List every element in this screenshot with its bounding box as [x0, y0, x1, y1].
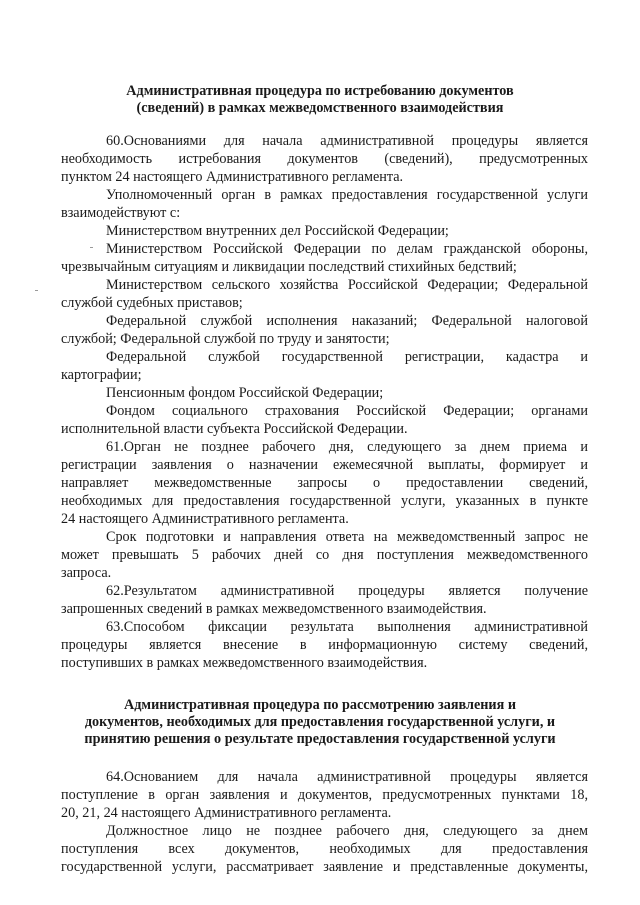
paragraph-line: регистрации заявления о назначении ежемесячной выплаты, формирует и [61, 457, 588, 473]
paragraph-line: Министерством сельского хозяйства Российской Федерации; Федеральной [106, 277, 588, 293]
section-heading-line: (сведений) в рамках межведомственного взаимодействия [136, 100, 504, 116]
paragraph-line: службой; Федеральной службой по труду и занятости; [61, 331, 390, 347]
paragraph-line: Уполномоченный орган в рамках предоставления государственной услуги [106, 187, 588, 203]
paragraph-line: государственной услуги, рассматривает заявление и представленные документы, [61, 859, 588, 875]
section-heading-line: Административная процедура по рассмотрению заявления и [124, 697, 516, 713]
section-heading-line: документов, необходимых для предоставления государственной услуги, и [84, 714, 556, 730]
paragraph-line: Министерством Российской Федерации по делам гражданской обороны, [106, 241, 588, 257]
paragraph-line: необходимость истребования документов (сведений), предусмотренных [61, 151, 588, 167]
scan-mark [90, 247, 93, 248]
paragraph-line: картографии; [61, 367, 142, 383]
paragraph-line: запрошенных сведений в рамках межведомственного взаимодействия. [61, 601, 487, 617]
section-heading-line: Административная процедура по истребованию документов [126, 83, 514, 99]
paragraph-line: 60.Основаниями для начала административной процедуры является [106, 133, 588, 149]
section-heading-line: принятию решения о результате предоставления государственной услуги [84, 731, 556, 747]
paragraph-line: может превышать 5 рабочих дней со дня поступления межведомственного [61, 547, 588, 563]
paragraph-line: поступление в орган заявления и документов, предусмотренных пунктами 18, [61, 787, 588, 803]
paragraph-line: Федеральной службой государственной регистрации, кадастра и [106, 349, 588, 365]
scan-mark [35, 290, 38, 291]
paragraph-line: 64.Основанием для начала административной процедуры является [106, 769, 588, 785]
paragraph-line: пунктом 24 настоящего Административного регламента. [61, 169, 404, 185]
paragraph-line: необходимых для предоставления государственной услуги, указанных в пункте [61, 493, 588, 509]
paragraph-line: исполнительной власти субъекта Российской Федерации. [61, 421, 408, 437]
paragraph-line: Должностное лицо не позднее рабочего дня, следующего за днем [106, 823, 588, 839]
paragraph-line: Фондом социального страхования Российской Федерации; органами [106, 403, 588, 419]
paragraph-line: Министерством внутренних дел Российской Федерации; [106, 223, 449, 239]
paragraph-line: 24 настоящего Административного регламента. [61, 511, 349, 527]
paragraph-line: Пенсионным фондом Российской Федерации; [106, 385, 384, 401]
paragraph-line: Федеральной службой исполнения наказаний; Федеральной налоговой [106, 313, 588, 329]
paragraph-line: взаимодействуют с: [61, 205, 181, 221]
paragraph-line: процедуры является внесение в информационную систему сведений, [61, 637, 588, 653]
paragraph-line: направляет межведомственные запросы о предоставлении сведений, [61, 475, 588, 491]
paragraph-line: 62.Результатом административной процедуры является получение [106, 583, 588, 599]
paragraph-line: поступления всех документов, необходимых для предоставления [61, 841, 588, 857]
paragraph-line: чрезвычайным ситуациям и ликвидации последствий стихийных бедствий; [61, 259, 517, 275]
paragraph-line: службой судебных приставов; [61, 295, 243, 311]
paragraph-line: Срок подготовки и направления ответа на межведомственный запрос не [106, 529, 588, 545]
paragraph-line: 20, 21, 24 настоящего Административного регламента. [61, 805, 392, 821]
paragraph-line: 61.Орган не позднее рабочего дня, следующего за днем приема и [106, 439, 588, 455]
paragraph-line: запроса. [61, 565, 112, 581]
paragraph-line: поступивших в рамках межведомственного взаимодействия. [61, 655, 428, 671]
paragraph-line: 63.Способом фиксации результата выполнения административной [106, 619, 588, 635]
